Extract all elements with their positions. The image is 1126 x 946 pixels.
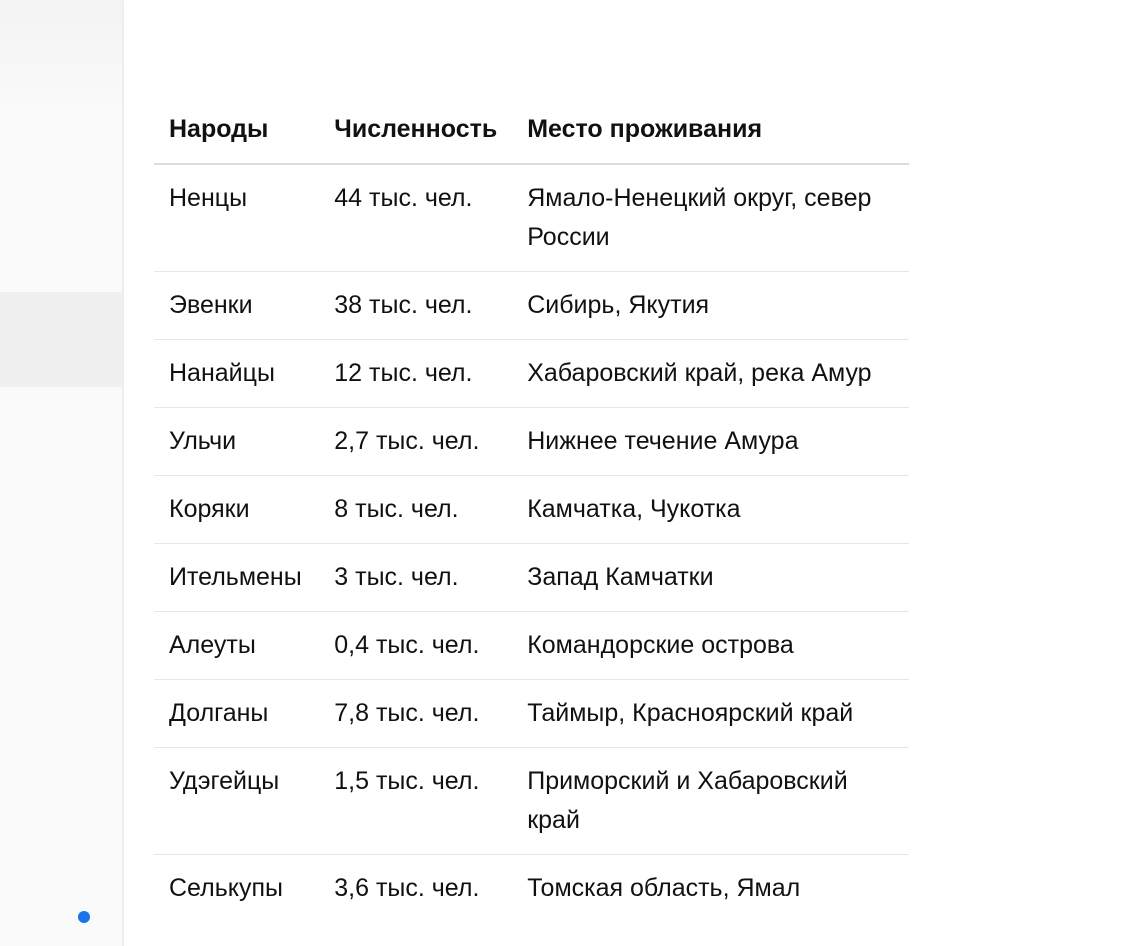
- cell-people: Ительмены: [154, 544, 319, 612]
- cell-place: Нижнее течение Амура: [512, 408, 909, 476]
- cell-count: 12 тыс. чел.: [319, 340, 512, 408]
- header-count: Численность: [319, 96, 512, 164]
- table-row: [154, 544, 909, 612]
- table-row: [154, 272, 909, 340]
- cell-count: 2,7 тыс. чел.: [319, 408, 512, 476]
- cell-people: Алеуты: [154, 612, 319, 680]
- table-row: [154, 164, 909, 272]
- sidebar-panel: [0, 0, 124, 946]
- cell-count: 7,8 тыс. чел.: [319, 680, 512, 748]
- cell-place: Приморский и Хабаровский край: [512, 748, 909, 855]
- sidebar-selected-item[interactable]: [0, 292, 122, 387]
- cell-count: 44 тыс. чел.: [319, 164, 512, 272]
- table-row: [154, 476, 909, 544]
- table-row: [154, 855, 909, 923]
- cell-people: Ульчи: [154, 408, 319, 476]
- cell-people: Ненцы: [154, 164, 319, 272]
- cell-place: Томская область, Ямал: [527, 874, 801, 902]
- cell-place: Таймыр, Красноярский край: [512, 680, 909, 748]
- table-row: [154, 408, 909, 476]
- cell-count: 3 тыс. чел.: [319, 544, 512, 612]
- cell-people: Коряки: [154, 476, 319, 544]
- header-place: Место проживания: [512, 96, 909, 164]
- cell-people: Долганы: [154, 680, 319, 748]
- cell-count: 38 тыс. чел.: [319, 272, 512, 340]
- cell-people: Нанайцы: [154, 340, 319, 408]
- cell-place: Камчатка, Чукотка: [512, 476, 909, 544]
- cell-place: Командорские острова: [512, 612, 909, 680]
- header-people: Народы: [154, 96, 319, 164]
- cell-count: 1,5 тыс. чел.: [319, 748, 512, 855]
- cell-people: Эвенки: [154, 272, 319, 340]
- table-header-row: [154, 96, 909, 164]
- table-row: [154, 748, 909, 855]
- cell-place: Ямало-Ненецкий округ, север России: [512, 164, 909, 272]
- peoples-table: [154, 96, 909, 922]
- cell-place: Запад Камчатки: [512, 544, 909, 612]
- table-row: [154, 340, 909, 408]
- cell-people: Удэгейцы: [154, 748, 319, 855]
- cell-people: Селькупы: [169, 874, 283, 902]
- cell-place: Сибирь, Якутия: [512, 272, 909, 340]
- notification-dot-icon: [78, 911, 90, 923]
- main-content: [124, 0, 1126, 946]
- sidebar-top-area: [0, 0, 122, 110]
- cell-place: Хабаровский край, река Амур: [512, 340, 909, 408]
- cell-count: 3,6 тыс. чел.: [334, 874, 480, 902]
- cell-count: 0,4 тыс. чел.: [319, 612, 512, 680]
- table-row: [154, 612, 909, 680]
- table-row: [154, 680, 909, 748]
- cell-count: 8 тыс. чел.: [319, 476, 512, 544]
